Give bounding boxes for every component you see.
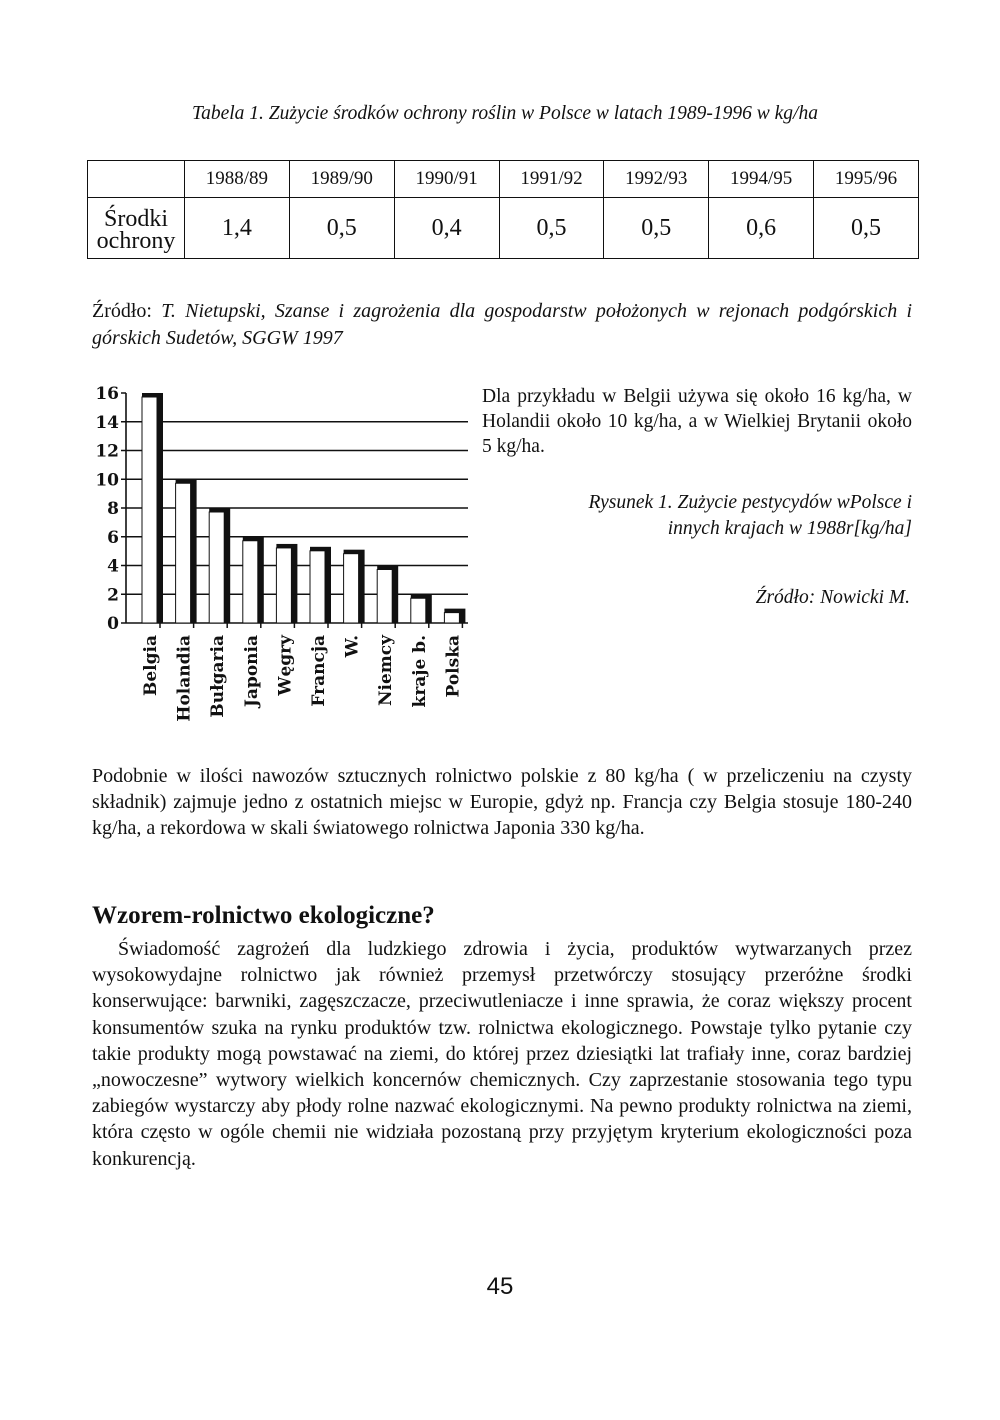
table-header-cell: 1991/92 (499, 161, 604, 198)
bar (209, 512, 224, 623)
x-tick-label: Polska (443, 635, 464, 698)
y-tick-label: 2 (107, 585, 119, 606)
table-header-cell (88, 161, 185, 198)
table-header-cell: 1992/93 (604, 161, 709, 198)
row-label-line: ochrony (96, 228, 176, 254)
table-cell: 0,5 (289, 198, 394, 259)
figure-source: Źródło: Nowicki M. (755, 587, 910, 608)
x-tick-label: Niemcy (376, 635, 397, 707)
x-tick-label: Belgia (141, 635, 161, 697)
figure-caption (482, 490, 912, 542)
table-cell: 0,6 (709, 198, 814, 259)
table-cell: 0,5 (814, 198, 919, 259)
pesticide-usage-table (87, 160, 919, 259)
x-tick-label: Bułgaria (208, 635, 229, 718)
x-tick-label: Węgry (275, 635, 296, 696)
table-header-row (88, 161, 919, 198)
bar (377, 570, 392, 624)
y-tick-label: 12 (95, 441, 119, 462)
x-tick-label: W. (342, 635, 363, 658)
bar (310, 551, 325, 623)
y-tick-label: 8 (107, 499, 119, 519)
bar (276, 548, 291, 623)
y-tick-label: 0 (107, 614, 119, 634)
table-caption: Tabela 1. Zużycie środków ochrony roślin w Polsce w latach 1989-1996 w kg/ha (192, 103, 818, 124)
bar (142, 397, 157, 623)
table-header-cell: 1990/91 (394, 161, 499, 198)
table-cell: 1,4 (185, 198, 290, 259)
table-source (92, 298, 912, 352)
row-label (88, 198, 185, 259)
x-tick-label: Holandia (174, 635, 195, 722)
y-tick-label: 10 (95, 470, 119, 491)
table-header-cell: 1988/89 (185, 161, 290, 198)
table-header-cell: 1989/90 (289, 161, 394, 198)
table-cell: 0,4 (394, 198, 499, 259)
y-tick-label: 14 (95, 412, 119, 433)
source-prefix: Źródło: (92, 300, 162, 322)
source-text: T. Nietupski, Szanse i zagrożenia dla gospodarstw położonych w rejonach podgórskich i górskich Sudetów, SGGW 1997 (92, 300, 913, 349)
bar (176, 483, 191, 623)
page-number: 45 (486, 1273, 514, 1300)
figure-caption-line: Rysunek 1. Zużycie pestycydów wPolsce i (588, 492, 912, 513)
section-heading: Wzorem-rolnictwo ekologiczne? (92, 902, 435, 929)
bar (243, 541, 258, 623)
table-cell: 0,5 (499, 198, 604, 259)
figure-caption-line: innych krajach w 1988r[kg/ha] (667, 518, 912, 539)
side-text: Dla przykładu w Belgii używa się około 16 kg/ha, w Holandii około 10 kg/ha, a w Wielkiej Brytanii około 5 kg/ha. (482, 386, 912, 457)
bar (344, 554, 359, 623)
table-cell: 0,5 (604, 198, 709, 259)
table-row (88, 198, 919, 259)
y-tick-label: 4 (107, 556, 119, 577)
table-header-cell: 1994/95 (709, 161, 814, 198)
bar (411, 598, 426, 623)
bar (444, 613, 459, 623)
y-tick-label: 16 (95, 384, 119, 404)
x-tick-label: Japonia (241, 635, 262, 708)
x-tick-label: Francja (309, 635, 329, 707)
x-tick-label: kraje b. (409, 635, 430, 708)
row-label-line: Środki (103, 206, 168, 232)
table-header-cell: 1995/96 (814, 161, 919, 198)
bar-chart (90, 380, 475, 740)
paragraph: Świadomość zagrożeń dla ludzkiego zdrowia i życia, produktów wytwarzanych przez wysokowydajne rolnictwo jak również przemysł przetwórczy stosujący przeróżne środki konserwujące: barwniki, zagęszczacze, przeciwutleniacze i inne sprawia, że coraz większy procent konsumentów szuka na rynku produktów tzw. rolnictwa ekologicznego. Powstaje tylko pytanie czy takie produkty mogą powstawać na ziemi, do której przez dziesiątki lat trafiały inne, coraz bardziej „nowoczesne” wytwory wielkich koncernów chemicznych. Czy zaprzestanie stosowania tego typu zabiegów wystarczy aby płody rolne nazwać ekologicznymi. Na pewno produkty rolnictwa na ziemi, która często w ogóle chemii nie widziała pozostaną przy przyjętym kryterium ekologiczności poza konkurencją. (92, 938, 912, 1170)
paragraph: Podobnie w ilości nawozów sztucznych rolnictwo polskie z 80 kg/ha ( w przeliczeniu na czysty składnik) zajmuje jedno z ostatnich miejsc w Europie, gdyż np. Francja czy Belgia stosuje 180-240 kg/ha, a rekordowa w skali światowego rolnictwa Japonia 330 kg/ha. (92, 765, 912, 839)
bar-chart-svg (90, 380, 475, 740)
y-tick-label: 6 (107, 527, 119, 548)
